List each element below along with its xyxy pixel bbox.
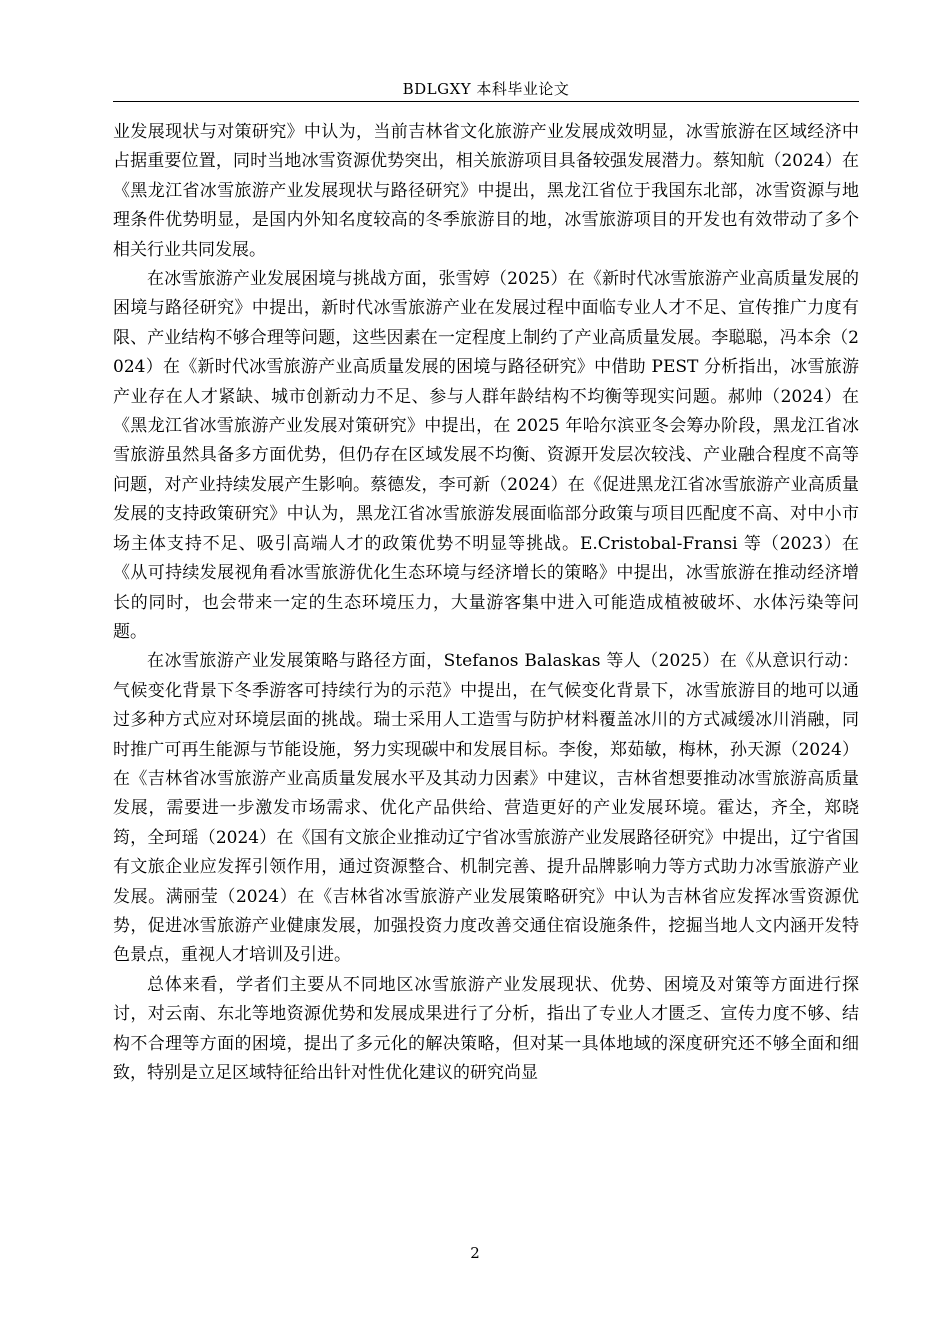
page-number: 2 — [470, 1244, 480, 1262]
body-text — [113, 118, 859, 1088]
header-divider — [113, 101, 859, 102]
paragraph-4: 总体来看，学者们主要从不同地区冰雪旅游产业发展现状、优势、困境及对策等方面进行探讨，对云南、东北等地资源优势和发展成果进行了分析，指出了专业人才匮乏、宣传力度不够、结构不合理等方面的困境，提出了多元化的解决策略，但对某一具体地域的深度研究还不够全面和细致，特别是立足区域特征给出针对性优化建议的研究尚显 — [113, 974, 859, 1083]
paragraph-2: 在冰雪旅游产业发展困境与挑战方面，张雪婷（2025）在《新时代冰雪旅游产业高质量发展的困境与路径研究》中提出，新时代冰雪旅游产业在发展过程中面临专业人才不足、宣传推广力度有限、产业结构不够合理等问题，这些因素在一定程度上制约了产业高质量发展。李聪聪，冯本余（2024）在《新时代冰雪旅游产业高质量发展的困境与路径研究》中借助 PEST 分析指出，冰雪旅游产业存在人才紧缺、城市创新动力不足、参与人群年龄结构不均衡等现实问题。郝帅（2024）在《黑龙江省冰雪旅游产业发展对策研究》中提出，在 2025 年哈尔滨亚冬会筹办阶段，黑龙江省冰雪旅游虽然具备多方面优势，但仍存在区域发展不均衡、资源开发层次较浅、产业融合程度不高等问题，对产业持续发展产生影响。蔡德发，李可新（2024）在《促进黑龙江省冰雪旅游产业高质量发展的支持政策研究》中认为，黑龙江省冰雪旅游发展面临部分政策与项目匹配度不高、对中小市场主体支持不足、吸引高端人才的政策优势不明显等挑战。E.Cristobal-Fransi 等（2023）在《从可持续发展视角看冰雪旅游优化生态环境与经济增长的策略》中提出，冰雪旅游在推动经济增长的同时，也会带来一定的生态环境压力，大量游客集中进入可能造成植被破坏、水体污染等问题。 — [113, 269, 859, 642]
page-header: BDLGXY 本科毕业论文 — [402, 80, 570, 98]
paragraph-3: 在冰雪旅游产业发展策略与路径方面，Stefanos Balaskas 等人（2025）在《从意识行动：气候变化背景下冬季游客可持续行为的示范》中提出，在气候变化背景下，冰雪旅游目的地可以通过多种方式应对环境层面的挑战。瑞士采用人工造雪与防护材料覆盖冰川的方式减缓冰川消融，同时推广可再生能源与节能设施，努力实现碳中和发展目标。李俊，郑茹敏，梅林，孙天源（2024）在《吉林省冰雪旅游产业高质量发展水平及其动力因素》中建议，吉林省想要推动冰雪旅游高质量发展，需要进一步激发市场需求、优化产品供给、营造更好的产业发展环境。霍达，齐全，郑晓筠，全珂瑶（2024）在《国有文旅企业推动辽宁省冰雪旅游产业发展路径研究》中提出，辽宁省国有文旅企业应发挥引领作用，通过资源整合、机制完善、提升品牌影响力等方式助力冰雪旅游产业发展。满丽莹（2024）在《吉林省冰雪旅游产业发展策略研究》中认为吉林省应发挥冰雪资源优势，促进冰雪旅游产业健康发展，加强投资力度改善交通住宿设施条件，挖掘当地人文内涵开发特色景点，重视人才培训及引进。 — [113, 651, 859, 966]
paragraph-1: 业发展现状与对策研究》中认为，当前吉林省文化旅游产业发展成效明显，冰雪旅游在区域经济中占据重要位置，同时当地冰雪资源优势突出，相关旅游项目具备较强发展潜力。蔡知航（2024）在《黑龙江省冰雪旅游产业发展现状与路径研究》中提出，黑龙江省位于我国东北部，冰雪资源与地理条件优势明显，是国内外知名度较高的冬季旅游目的地，冰雪旅游项目的开发也有效带动了多个相关行业共同发展。 — [113, 122, 859, 260]
